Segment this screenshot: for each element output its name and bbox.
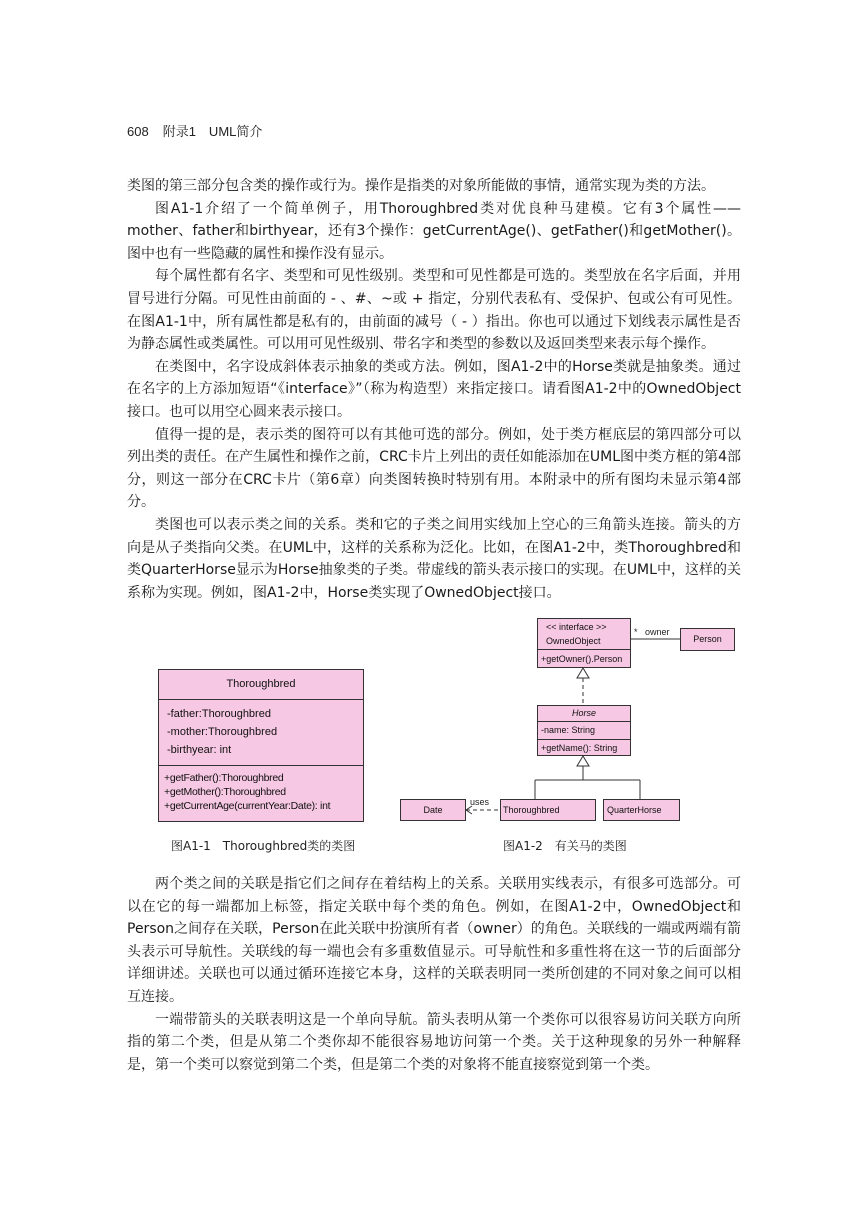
attribute: -birthyear: int: [167, 744, 232, 756]
paragraph: 图A1-1介绍了一个简单例子，用Thoroughbred类对优良种马建模。它有3个属性——mother、father和birthyear，还有3个操作：getCurrentAge()、getFather()和getMother()。图中也有一些隐藏的属性和操作没有显示。: [127, 200, 741, 262]
generalization-arrowhead: [577, 756, 589, 766]
interface-name: OwnedObject: [546, 636, 601, 646]
body-text-top: [127, 175, 741, 604]
page-header: [127, 121, 262, 140]
paragraph: 在类图中，名字设成斜体表示抽象的类或方法。例如，图A1-2中的Horse类就是抽象类。通过在名字的上方添加短语“《interface》”（称为构造型）来指定接口。请看图A1-2中的OwnedObject接口。也可以用空心圆来表示接口。: [127, 358, 741, 420]
attributes-compartment: [159, 700, 363, 766]
paragraph: 类图也可以表示类之间的关系。类和它的子类之间用实线加上空心的三角箭头连接。箭头的方向是从子类指向父类。在UML中，这样的关系称为泛化。比如，在图A1-2中，类Thoroughbred和类QuarterHorse显示为Horse抽象类的子类。带虚线的箭头表示接口的实现。在UML中，这样的关系称为实现。例如，图A1-2中，Horse类实现了OwnedObject接口。: [127, 516, 741, 601]
paragraph: 每个属性都有名字、类型和可见性级别。类型和可见性都是可选的。类型放在名字后面，并用冒号进行分隔。可见性由前面的 - 、#、~或 + 指定，分别代表私有、受保护、包或公有可见性。在图A1-1中，所有属性都是私有的，由前面的减号（ - ）指出。你也可以通过下划线表示属性是否为静态属性或类属性。可以用可见性级别、带名字和类型的参数以及返回类型来表示每个操作。: [127, 268, 741, 353]
horse-operation: +getName(): String: [541, 743, 618, 753]
abstract-class-name: Horse: [538, 706, 630, 722]
page-number: 608: [127, 124, 149, 139]
body-text-bottom: [127, 873, 741, 1076]
paragraph: 值得一提的是，表示类的图符可以有其他可选的部分。例如，处于类方框底层的第四部分可以列出类的责任。在产生属性和操作之前，CRC卡片上列出的责任如能添加在UML图中类方框的第4部分，则这一部分在CRC卡片（第6章）向类图转换时特别有用。本附录中的所有图均未显示第4部分。: [127, 426, 741, 511]
interface-name-compartment: [538, 619, 630, 650]
dependency-arrowhead: [466, 806, 472, 814]
date-class-box: Date: [400, 799, 466, 821]
paragraph: 一端带箭头的关联表明这是一个单向导航。箭头表明从第一个类你可以很容易访问关联方向所指的第二个类，但是从第二个类你却不能很容易地访问第一个类。关于这种现象的另外一种解释是，第一个类可以察觉到第二个类，但是第二个类的对象将不能直接察觉到第一个类。: [127, 1011, 741, 1073]
multiplicity-label: *: [634, 627, 638, 637]
thoroughbred-class-box: [158, 669, 364, 822]
class-name: Thoroughbred: [159, 670, 363, 700]
ownedobject-interface-box: [537, 618, 631, 668]
figure1-caption: 图A1-1 Thoroughbred类的类图: [171, 839, 356, 853]
attribute: -mother:Thoroughbred: [167, 726, 278, 738]
paragraph: 类图的第三部分包含类的操作或行为。操作是指类的对象所能做的事情，通常实现为类的方法。: [127, 178, 715, 194]
interface-operation: +getOwner().Person: [541, 654, 623, 664]
attribute: -father:Thoroughbred: [167, 708, 271, 720]
uses-label: uses: [470, 797, 490, 807]
horse-class-box: [537, 705, 631, 756]
operation: +getCurrentAge(currentYear:Date): int: [164, 800, 331, 812]
role-label: owner: [645, 627, 670, 637]
operations-compartment: [159, 766, 363, 813]
person-class-box: Person: [680, 628, 735, 651]
stereotype-label: << interface >>: [546, 622, 607, 632]
thoroughbred-subclass-box: Thoroughbred: [500, 799, 596, 821]
section-title: 附录1 UML简介: [162, 124, 263, 139]
paragraph: 两个类之间的关联是指它们之间存在着结构上的关系。关联用实线表示，有很多可选部分。可以在它的每一端都加上标签，指定关联中每个类的角色。例如，在图A1-2中，OwnedObject和Person之间存在关联，Person在此关联中扮演所有者（owner）的角色。关联线的一端或两端有箭头表示可导航性。关联线的每一端也会有多重数值显示。可导航性和多重性将在这一节的后面部分详细讲述。关联也可以通过循环连接它本身，这样的关联表明同一类所创建的不同对象之间可以相互连接。: [127, 876, 741, 1005]
quarterhorse-subclass-box: QuarterHorse: [603, 799, 680, 821]
operation: +getFather():Thoroughbred: [164, 772, 284, 784]
figure2-caption: 图A1-2 有关马的类图: [503, 839, 627, 853]
horse-attribute: -name: String: [538, 722, 630, 740]
realization-arrowhead: [577, 668, 589, 678]
operation: +getMother():Thoroughbred: [164, 786, 286, 798]
